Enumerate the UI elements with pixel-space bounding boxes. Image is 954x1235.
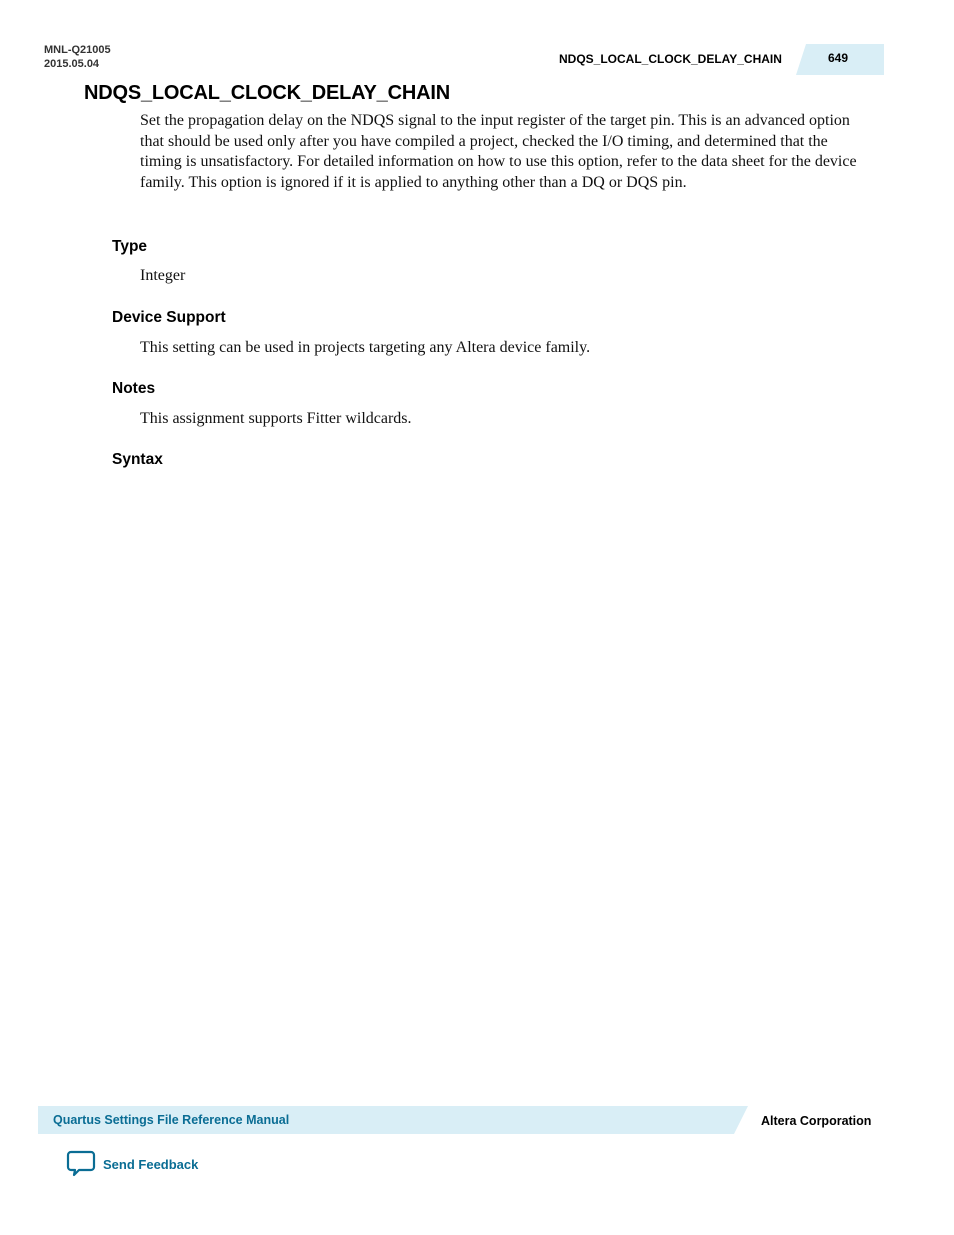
document-number: MNL-Q21005 (44, 44, 111, 56)
section-title: NDQS_LOCAL_CLOCK_DELAY_CHAIN (84, 82, 450, 104)
footer-company: Altera Corporation (761, 1114, 872, 1128)
speech-bubble-icon (66, 1150, 96, 1178)
running-header-title: NDQS_LOCAL_CLOCK_DELAY_CHAIN (559, 52, 782, 66)
document-id (44, 43, 111, 71)
syntax-heading: Syntax (112, 451, 163, 468)
footer-manual-title: Quartus Settings File Reference Manual (53, 1113, 290, 1127)
type-heading: Type (112, 238, 148, 255)
document-date: 2015.05.04 (44, 58, 100, 70)
send-feedback-link[interactable] (66, 1150, 198, 1178)
device-support-heading: Device Support (112, 309, 226, 326)
device-support-text: This setting can be used in projects targeting any Altera device family. (140, 339, 591, 356)
notes-heading: Notes (112, 380, 156, 397)
notes-text: This assignment supports Fitter wildcards. (140, 410, 412, 427)
page-number: 649 (828, 51, 849, 65)
description-paragraph: Set the propagation delay on the NDQS signal to the input register of the target pin. This is an advanced option that should be used only after you have compiled a project, checked the I/O timing, and determined that the timing is unsatisfactory. For detailed information on how to use this option, refer to the data sheet for the device family. This option is ignored if it is applied to anything other than a DQ or DQS pin. (140, 112, 857, 191)
type-value: Integer (140, 267, 186, 284)
send-feedback-label: Send Feedback (103, 1156, 199, 1172)
